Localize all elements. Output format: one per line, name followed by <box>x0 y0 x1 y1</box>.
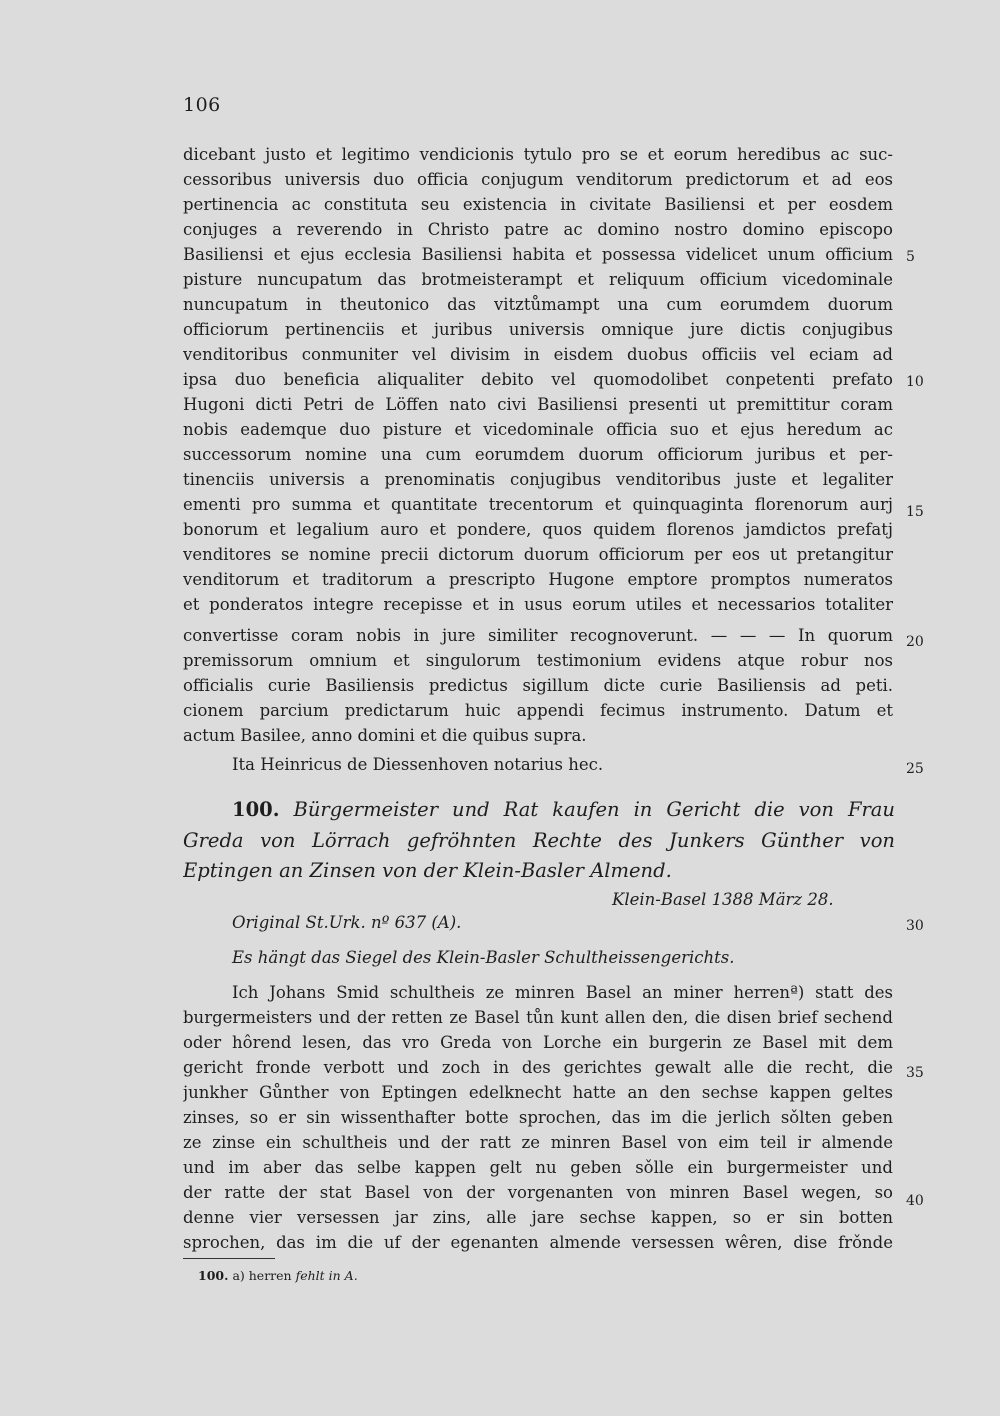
text-line: der ratte der stat Basel von der vorgenanten von minren Basel wegen, so <box>183 1183 893 1202</box>
footnote <box>198 1267 358 1285</box>
text-line: bonorum et legalium auro et pondere, quos quidem florenos jamdictos prefatj <box>183 520 893 539</box>
text-line: pisture nuncupatum das brotmeisterampt et reliquum officium vicedominale <box>183 270 893 289</box>
text-line: tinenciis universis a prenominatis conjugibus venditoribus juste et legaliter <box>183 470 893 489</box>
text-line: oder hôrend lesen, das vro Greda von Lorche ein burgerin ze Basel mit dem <box>183 1033 893 1052</box>
text-line: cessoribus universis duo officia conjugum venditorum predictorum et ad eos <box>183 170 893 189</box>
text-line: premissorum omnium et singulorum testimonium evidens atque robur nos <box>183 651 893 670</box>
footnote-text: fehlt in A. <box>295 1268 358 1283</box>
page-number: 106 <box>183 94 221 116</box>
text-line: et ponderatos integre recepisse et in usus eorum utiles et necessarios totaliter <box>183 595 893 614</box>
text-line: cionem parcium predictarum huic appendi fecimus instrumento. Datum et <box>183 701 893 720</box>
text-line: conjuges a reverendo in Christo patre ac domino nostro domino episcopo <box>183 220 893 239</box>
document-heading <box>232 795 895 825</box>
margin-line-number: 25 <box>906 761 924 777</box>
text-line: gericht fronde verbott und zoch in des gerichtes gewalt alle die recht, die <box>183 1058 893 1077</box>
text-line: denne vier versessen jar zins, alle jare sechse kappen, so er sin botten <box>183 1208 893 1227</box>
text-line: venditores se nomine precii dictorum duorum officiorum per eos ut pretangitur <box>183 545 893 564</box>
margin-line-number: 30 <box>906 918 924 934</box>
text-line: junkher Gůnther von Eptingen edelknecht hatte an den sechse kappen geltes <box>183 1083 893 1102</box>
text-line: pertinencia ac constituta seu existencia in civitate Basiliensi et per eosdem <box>183 195 893 214</box>
text-line: officialis curie Basiliensis predictus sigillum dicte curie Basiliensis ad peti. <box>183 676 893 695</box>
footnote-number: 100. <box>198 1268 229 1283</box>
text-line: ipsa duo beneficia aliqualiter debito vel quomodolibet conpetenti prefato <box>183 370 893 389</box>
text-line: venditoribus conmuniter vel divisim in eisdem duobus officiis vel eciam ad <box>183 345 893 364</box>
text-line: sprochen, das im die uf der egenanten almende versessen wêren, dise frǒnde <box>183 1233 893 1252</box>
footnote-label: a) herren <box>232 1268 292 1283</box>
margin-line-number: 10 <box>906 374 924 390</box>
document-heading-line: Greda von Lörrach gefröhnten Rechte des Junkers Günther von <box>183 829 895 852</box>
document-date: Klein-Basel 1388 März 28. <box>612 890 834 909</box>
text-line: ze zinse ein schultheis und der ratt ze minren Basel von eim teil ir almende <box>183 1133 893 1152</box>
text-line: officiorum pertinenciis et juribus universis omnique jure dictis conjugibus <box>183 320 893 339</box>
text-line: burgermeisters und der retten ze Basel tůn kunt allen den, die disen brief sechend <box>183 1008 893 1027</box>
original-reference: Original St.Urk. nº 637 (A). <box>232 913 462 932</box>
text-line: zinses, so er sin wissenthafter botte sprochen, das im die jerlich sǒlten geben <box>183 1108 893 1127</box>
margin-line-number: 5 <box>906 249 915 265</box>
text-line: Ich Johans Smid schultheis ze minren Basel an miner herrenª) statt des <box>232 983 893 1002</box>
margin-line-number: 35 <box>906 1065 924 1081</box>
text-line: nobis eademque duo pisture et vicedominale officia suo et ejus heredum ac <box>183 420 893 439</box>
margin-line-number: 40 <box>906 1193 924 1209</box>
text-line: dicebant justo et legitimo vendicionis tytulo pro se et eorum heredibus ac suc- <box>183 145 893 164</box>
text-line: venditorum et traditorum a prescripto Hugone emptore promptos numeratos <box>183 570 893 589</box>
notary-signature-line: Ita Heinricus de Diessenhoven notarius hec. <box>232 755 604 774</box>
text-line: Basiliensi et ejus ecclesia Basiliensi habita et possessa videlicet unum officium <box>183 245 893 264</box>
document-number: 100. <box>232 798 280 821</box>
margin-line-number: 20 <box>906 634 924 650</box>
footnote-rule <box>183 1258 275 1259</box>
document-heading-line: Eptingen an Zinsen von der Klein-Basler Almend. <box>183 859 672 882</box>
margin-line-number: 15 <box>906 504 924 520</box>
document-heading-line: Bürgermeister und Rat kaufen in Gericht die von Frau <box>293 798 895 821</box>
text-line: successorum nomine una cum eorumdem duorum officiorum juribus et per- <box>183 445 893 464</box>
text-line: ementi pro summa et quantitate trecentorum et quinquaginta florenorum aurj <box>183 495 893 514</box>
text-line: Hugoni dicti Petri de Löffen nato civi Basiliensi presenti ut premittitur coram <box>183 395 893 414</box>
seal-note: Es hängt das Siegel des Klein-Basler Schultheissengerichts. <box>232 948 735 967</box>
text-line: nuncupatum in theutonico das vitztůmampt una cum eorumdem duorum <box>183 295 893 314</box>
text-line: und im aber das selbe kappen gelt nu geben sǒlle ein burgermeister und <box>183 1158 893 1177</box>
text-line: convertisse coram nobis in jure similiter recognoverunt. — — — In quorum <box>183 626 893 645</box>
text-line: actum Basilee, anno domini et die quibus supra. <box>183 726 587 745</box>
